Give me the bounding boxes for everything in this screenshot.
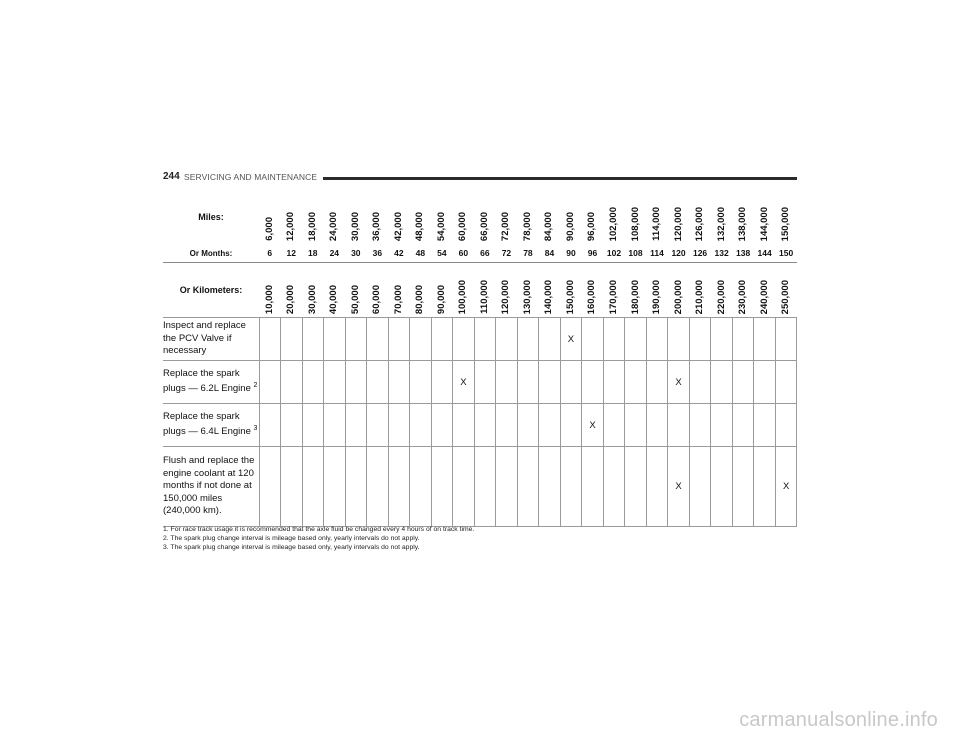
- miles-value: 114,000: [651, 207, 663, 241]
- schedule-cell: [324, 404, 346, 447]
- months-cell: 132: [714, 248, 729, 258]
- schedule-cell: [582, 447, 604, 527]
- miles-cell: [345, 190, 367, 244]
- miles-value: 108,000: [629, 206, 641, 241]
- schedule-cell: [539, 447, 561, 527]
- months-cell: 126: [692, 248, 708, 258]
- kilometers-cell: [259, 263, 281, 318]
- miles-value: 78,000: [521, 211, 533, 241]
- schedule-cell: [517, 404, 539, 447]
- schedule-cell: [474, 404, 496, 447]
- schedule-cell: [367, 404, 389, 447]
- miles-value: 18,000: [306, 211, 318, 241]
- kilometers-value: 220,000: [715, 279, 727, 314]
- schedule-cell: [388, 447, 410, 527]
- schedule-cell: [410, 404, 432, 447]
- schedule-cell: [367, 447, 389, 527]
- months-cell: 90: [566, 248, 576, 258]
- months-cell: 84: [544, 248, 555, 258]
- miles-value: 6,000: [263, 217, 275, 241]
- schedule-cell: [625, 361, 647, 404]
- schedule-cell: [775, 447, 797, 527]
- footnotes: [163, 525, 797, 552]
- schedule-cell: [732, 447, 754, 527]
- miles-cell: [775, 190, 797, 244]
- schedule-cell: [345, 318, 367, 361]
- kilometers-value: 110,000: [478, 280, 490, 314]
- schedule-cell: [324, 318, 346, 361]
- kilometers-cell: [410, 263, 432, 318]
- schedule-cell: [625, 447, 647, 527]
- schedule-cell: [754, 447, 776, 527]
- months-cell: 114: [650, 248, 664, 258]
- footnote-ref: 3: [253, 425, 258, 433]
- schedule-cell: [259, 361, 281, 404]
- schedule-cell: [474, 361, 496, 404]
- kilometers-cell: [711, 263, 733, 318]
- miles-value: 48,000: [414, 211, 426, 241]
- schedule-cell: [367, 318, 389, 361]
- schedule-cell: [259, 447, 281, 527]
- miles-value: 42,000: [392, 211, 404, 241]
- task-label: [163, 361, 259, 404]
- task-label: [163, 404, 259, 447]
- miles-cell: [711, 190, 733, 244]
- miles-cell: [603, 190, 625, 244]
- kilometers-cell: [582, 263, 604, 318]
- miles-value: 102,000: [608, 206, 619, 241]
- kilometers-cell: [646, 263, 668, 318]
- months-cell: 30: [351, 248, 361, 258]
- kilometers-value: 70,000: [392, 284, 404, 314]
- service-mark: X: [675, 376, 682, 388]
- service-mark: X: [782, 481, 790, 492]
- schedule-cell: [689, 404, 711, 447]
- schedule-cell: [281, 361, 303, 404]
- schedule-cell: [732, 318, 754, 361]
- schedule-cell: [474, 447, 496, 527]
- task-text: Replace the spark plugs — 6.2L Engine: [163, 367, 251, 395]
- schedule-cell: [431, 447, 453, 527]
- schedule-cell: [496, 318, 518, 361]
- months-cell: 144: [757, 248, 772, 258]
- months-cell: 108: [628, 248, 643, 258]
- schedule-cell: [646, 447, 668, 527]
- schedule-cell: [754, 361, 776, 404]
- miles-value: 54,000: [435, 211, 447, 241]
- miles-cell: [754, 190, 776, 244]
- miles-value: 24,000: [328, 211, 340, 241]
- footnote: 1. For race track usage it is recommended that the axle fluid be changed every 4 hours of on track time.: [163, 526, 475, 533]
- schedule-cell: [410, 447, 432, 527]
- schedule-cell: [603, 318, 625, 361]
- schedule-cell: [281, 404, 303, 447]
- kilometers-cell: [281, 263, 303, 318]
- miles-value: 30,000: [349, 211, 361, 241]
- miles-cell: [582, 190, 604, 244]
- kilometers-value: 30,000: [306, 284, 318, 314]
- kilometers-label: Or Kilometers:: [179, 285, 243, 295]
- schedule-cell: [775, 318, 797, 361]
- kilometers-value: 20,000: [285, 284, 297, 314]
- miles-cell: [302, 190, 324, 244]
- schedule-cell: [582, 404, 604, 447]
- kilometers-cell: [345, 263, 367, 318]
- kilometers-cell: [732, 263, 754, 318]
- kilometers-cell: [560, 263, 582, 318]
- table-row: [163, 447, 797, 527]
- kilometers-value: 190,000: [651, 279, 663, 314]
- schedule-cell: [711, 404, 733, 447]
- schedule-cell: [302, 447, 324, 527]
- months-cell: 120: [671, 248, 686, 258]
- months-cell: 78: [523, 248, 533, 258]
- kilometers-cell: [496, 263, 518, 318]
- months-cell: 6: [267, 248, 273, 258]
- schedule-cell: [560, 318, 582, 361]
- schedule-cell: [603, 361, 625, 404]
- kilometers-cell: [431, 263, 453, 318]
- months-cell: 54: [437, 248, 447, 258]
- schedule-cell: [431, 361, 453, 404]
- kilometers-cell: [517, 263, 539, 318]
- kilometers-value: 100,000: [457, 279, 469, 314]
- miles-value: 90,000: [564, 211, 576, 241]
- schedule-cell: [281, 447, 303, 527]
- schedule-cell: [496, 447, 518, 527]
- miles-cell: [388, 190, 410, 244]
- schedule-cell: [560, 404, 582, 447]
- schedule-cell: [539, 404, 561, 447]
- schedule-cell: [345, 404, 367, 447]
- months-label: Or Months:: [189, 248, 233, 258]
- miles-value: 72,000: [500, 211, 512, 241]
- kilometers-cell: [539, 263, 561, 318]
- section-title: SERVICING AND MAINTENANCE: [184, 172, 318, 182]
- schedule-cell: [388, 361, 410, 404]
- miles-row: [163, 190, 797, 244]
- schedule-cell: [388, 404, 410, 447]
- task-label: [163, 318, 259, 361]
- miles-cell: [517, 190, 539, 244]
- miles-value: 36,000: [371, 211, 383, 241]
- schedule-cell: [603, 404, 625, 447]
- miles-cell: [646, 190, 668, 244]
- miles-cell: [324, 190, 346, 244]
- kilometers-cell: [302, 263, 324, 318]
- schedule-cell: [367, 361, 389, 404]
- months-cell: 24: [329, 248, 340, 258]
- months-cell: 102: [606, 248, 622, 258]
- footnote: 3. The spark plug change interval is mileage based only, yearly intervals do not apply.: [163, 544, 420, 551]
- footnote: 2. The spark plug change interval is mileage based only, yearly intervals do not apply.: [163, 535, 420, 542]
- kilometers-cell: [388, 263, 410, 318]
- miles-cell: [367, 190, 389, 244]
- schedule-cell: [302, 361, 324, 404]
- months-cell: 12: [286, 248, 296, 258]
- schedule-cell: [560, 361, 582, 404]
- miles-value: 84,000: [543, 211, 555, 241]
- kilometers-value: 10,000: [263, 284, 275, 314]
- schedule-cell: [388, 318, 410, 361]
- miles-value: 126,000: [694, 206, 706, 241]
- schedule-cell: [668, 318, 690, 361]
- table-row: [163, 318, 797, 361]
- kilometers-cell: [754, 263, 776, 318]
- kilometers-value: 170,000: [608, 279, 619, 314]
- schedule-cell: [453, 361, 475, 404]
- miles-cell: [732, 190, 754, 244]
- miles-value: 120,000: [672, 206, 684, 241]
- months-cell: 150: [779, 248, 794, 258]
- schedule-cell: [711, 318, 733, 361]
- schedule-cell: [517, 361, 539, 404]
- kilometers-value: 250,000: [780, 279, 792, 314]
- schedule-cell: [496, 404, 518, 447]
- kilometers-value: 180,000: [629, 279, 641, 314]
- miles-value: 66,000: [478, 211, 490, 241]
- kilometers-cell: [367, 263, 389, 318]
- schedule-cell: [453, 447, 475, 527]
- task-text: Flush and replace the engine coolant at 120 months if not done at 150,000 miles (240,000 km).: [163, 455, 255, 517]
- task-label: [163, 447, 259, 527]
- schedule-cell: [345, 447, 367, 527]
- months-cell: 48: [415, 248, 426, 258]
- miles-cell: [259, 190, 281, 244]
- kilometers-value: 40,000: [328, 284, 340, 314]
- schedule-cell: [625, 318, 647, 361]
- schedule-cell: [775, 404, 797, 447]
- schedule-cell: [259, 318, 281, 361]
- months-cell: 66: [480, 248, 490, 258]
- kilometers-row: [163, 263, 797, 318]
- schedule-cell: [668, 447, 690, 527]
- schedule-cell: [775, 361, 797, 404]
- schedule-cell: [410, 318, 432, 361]
- table-row: [163, 361, 797, 404]
- schedule-cell: [259, 404, 281, 447]
- schedule-cell: [453, 404, 475, 447]
- table-row: [163, 404, 797, 447]
- schedule-cell: [646, 318, 668, 361]
- months-cell: 36: [372, 248, 383, 258]
- kilometers-value: 160,000: [586, 279, 598, 314]
- kilometers-value: 240,000: [758, 279, 770, 314]
- miles-value: 132,000: [715, 206, 727, 241]
- miles-value: 96,000: [586, 211, 598, 241]
- page-header: [163, 170, 797, 186]
- months-cell: 42: [394, 248, 404, 258]
- kilometers-cell: [625, 263, 647, 318]
- schedule-cell: [582, 318, 604, 361]
- schedule-cell: [453, 318, 475, 361]
- miles-cell: [625, 190, 647, 244]
- kilometers-value: 120,000: [500, 279, 512, 314]
- miles-value: 12,000: [285, 211, 297, 241]
- schedule-cell: [754, 318, 776, 361]
- maintenance-schedule-table: [163, 190, 797, 527]
- months-cell: 18: [308, 248, 318, 258]
- header-rule: [323, 177, 797, 180]
- schedule-cell: [646, 404, 668, 447]
- schedule-cell: [668, 404, 690, 447]
- months-row: [163, 244, 797, 263]
- schedule-cell: [711, 447, 733, 527]
- schedule-cell: [517, 318, 539, 361]
- kilometers-cell: [324, 263, 346, 318]
- schedule-cell: [496, 361, 518, 404]
- months-cell: 138: [736, 248, 751, 258]
- kilometers-value: 150,000: [564, 279, 576, 314]
- miles-cell: [689, 190, 711, 244]
- kilometers-value: 60,000: [371, 284, 383, 314]
- schedule-cell: [603, 447, 625, 527]
- months-cell: 60: [458, 248, 469, 258]
- schedule-cell: [410, 361, 432, 404]
- schedule-cell: [689, 318, 711, 361]
- months-cell: 96: [587, 248, 598, 258]
- miles-cell: [431, 190, 453, 244]
- kilometers-value: 230,000: [737, 279, 749, 314]
- kilometers-cell: [453, 263, 475, 318]
- schedule-cell: [582, 361, 604, 404]
- footnote-ref: 2: [253, 382, 258, 390]
- schedule-cell: [302, 404, 324, 447]
- miles-cell: [281, 190, 303, 244]
- schedule-cell: [539, 318, 561, 361]
- months-cell: 72: [501, 248, 512, 258]
- kilometers-value: 50,000: [349, 284, 361, 314]
- kilometers-cell: [668, 263, 690, 318]
- schedule-cell: [732, 361, 754, 404]
- schedule-cell: [302, 318, 324, 361]
- kilometers-cell: [474, 263, 496, 318]
- miles-cell: [453, 190, 475, 244]
- schedule-cell: [539, 361, 561, 404]
- miles-cell: [560, 190, 582, 244]
- schedule-cell: [431, 404, 453, 447]
- schedule-cell: [560, 447, 582, 527]
- miles-cell: [410, 190, 432, 244]
- kilometers-value: 90,000: [435, 284, 447, 314]
- schedule-cell: [646, 361, 668, 404]
- service-mark: X: [567, 333, 575, 345]
- schedule-cell: [689, 447, 711, 527]
- schedule-cell: [474, 318, 496, 361]
- schedule-cell: [668, 361, 690, 404]
- kilometers-value: 200,000: [672, 279, 684, 314]
- schedule-cell: [625, 404, 647, 447]
- miles-cell: [539, 190, 561, 244]
- schedule-cell: [345, 361, 367, 404]
- schedule-cell: [732, 404, 754, 447]
- page-number: 244: [163, 171, 180, 182]
- miles-value: 60,000: [457, 211, 469, 241]
- schedule-cell: [324, 447, 346, 527]
- service-mark: X: [675, 481, 682, 492]
- schedule-cell: [431, 318, 453, 361]
- miles-cell: [474, 190, 496, 244]
- kilometers-value: 210,000: [694, 279, 706, 314]
- task-text: Replace the spark plugs — 6.4L Engine: [163, 410, 251, 438]
- miles-cell: [496, 190, 518, 244]
- kilometers-cell: [775, 263, 797, 318]
- schedule-cell: [711, 361, 733, 404]
- service-mark: X: [460, 376, 467, 388]
- miles-cell: [668, 190, 690, 244]
- miles-label: Miles:: [198, 212, 224, 222]
- service-mark: X: [589, 419, 596, 431]
- task-text: Inspect and replace the PCV Valve if necessary: [163, 320, 246, 357]
- kilometers-cell: [603, 263, 625, 318]
- schedule-cell: [517, 447, 539, 527]
- schedule-cell: [281, 318, 303, 361]
- miles-value: 144,000: [758, 206, 770, 241]
- schedule-cell: [754, 404, 776, 447]
- miles-value: 150,000: [780, 206, 792, 241]
- schedule-cell: [689, 361, 711, 404]
- watermark: carmanualsonline.info: [739, 709, 938, 731]
- miles-value: 138,000: [737, 206, 749, 241]
- kilometers-value: 140,000: [543, 279, 555, 314]
- kilometers-cell: [689, 263, 711, 318]
- kilometers-value: 130,000: [521, 279, 533, 314]
- schedule-cell: [324, 361, 346, 404]
- kilometers-value: 80,000: [414, 284, 426, 314]
